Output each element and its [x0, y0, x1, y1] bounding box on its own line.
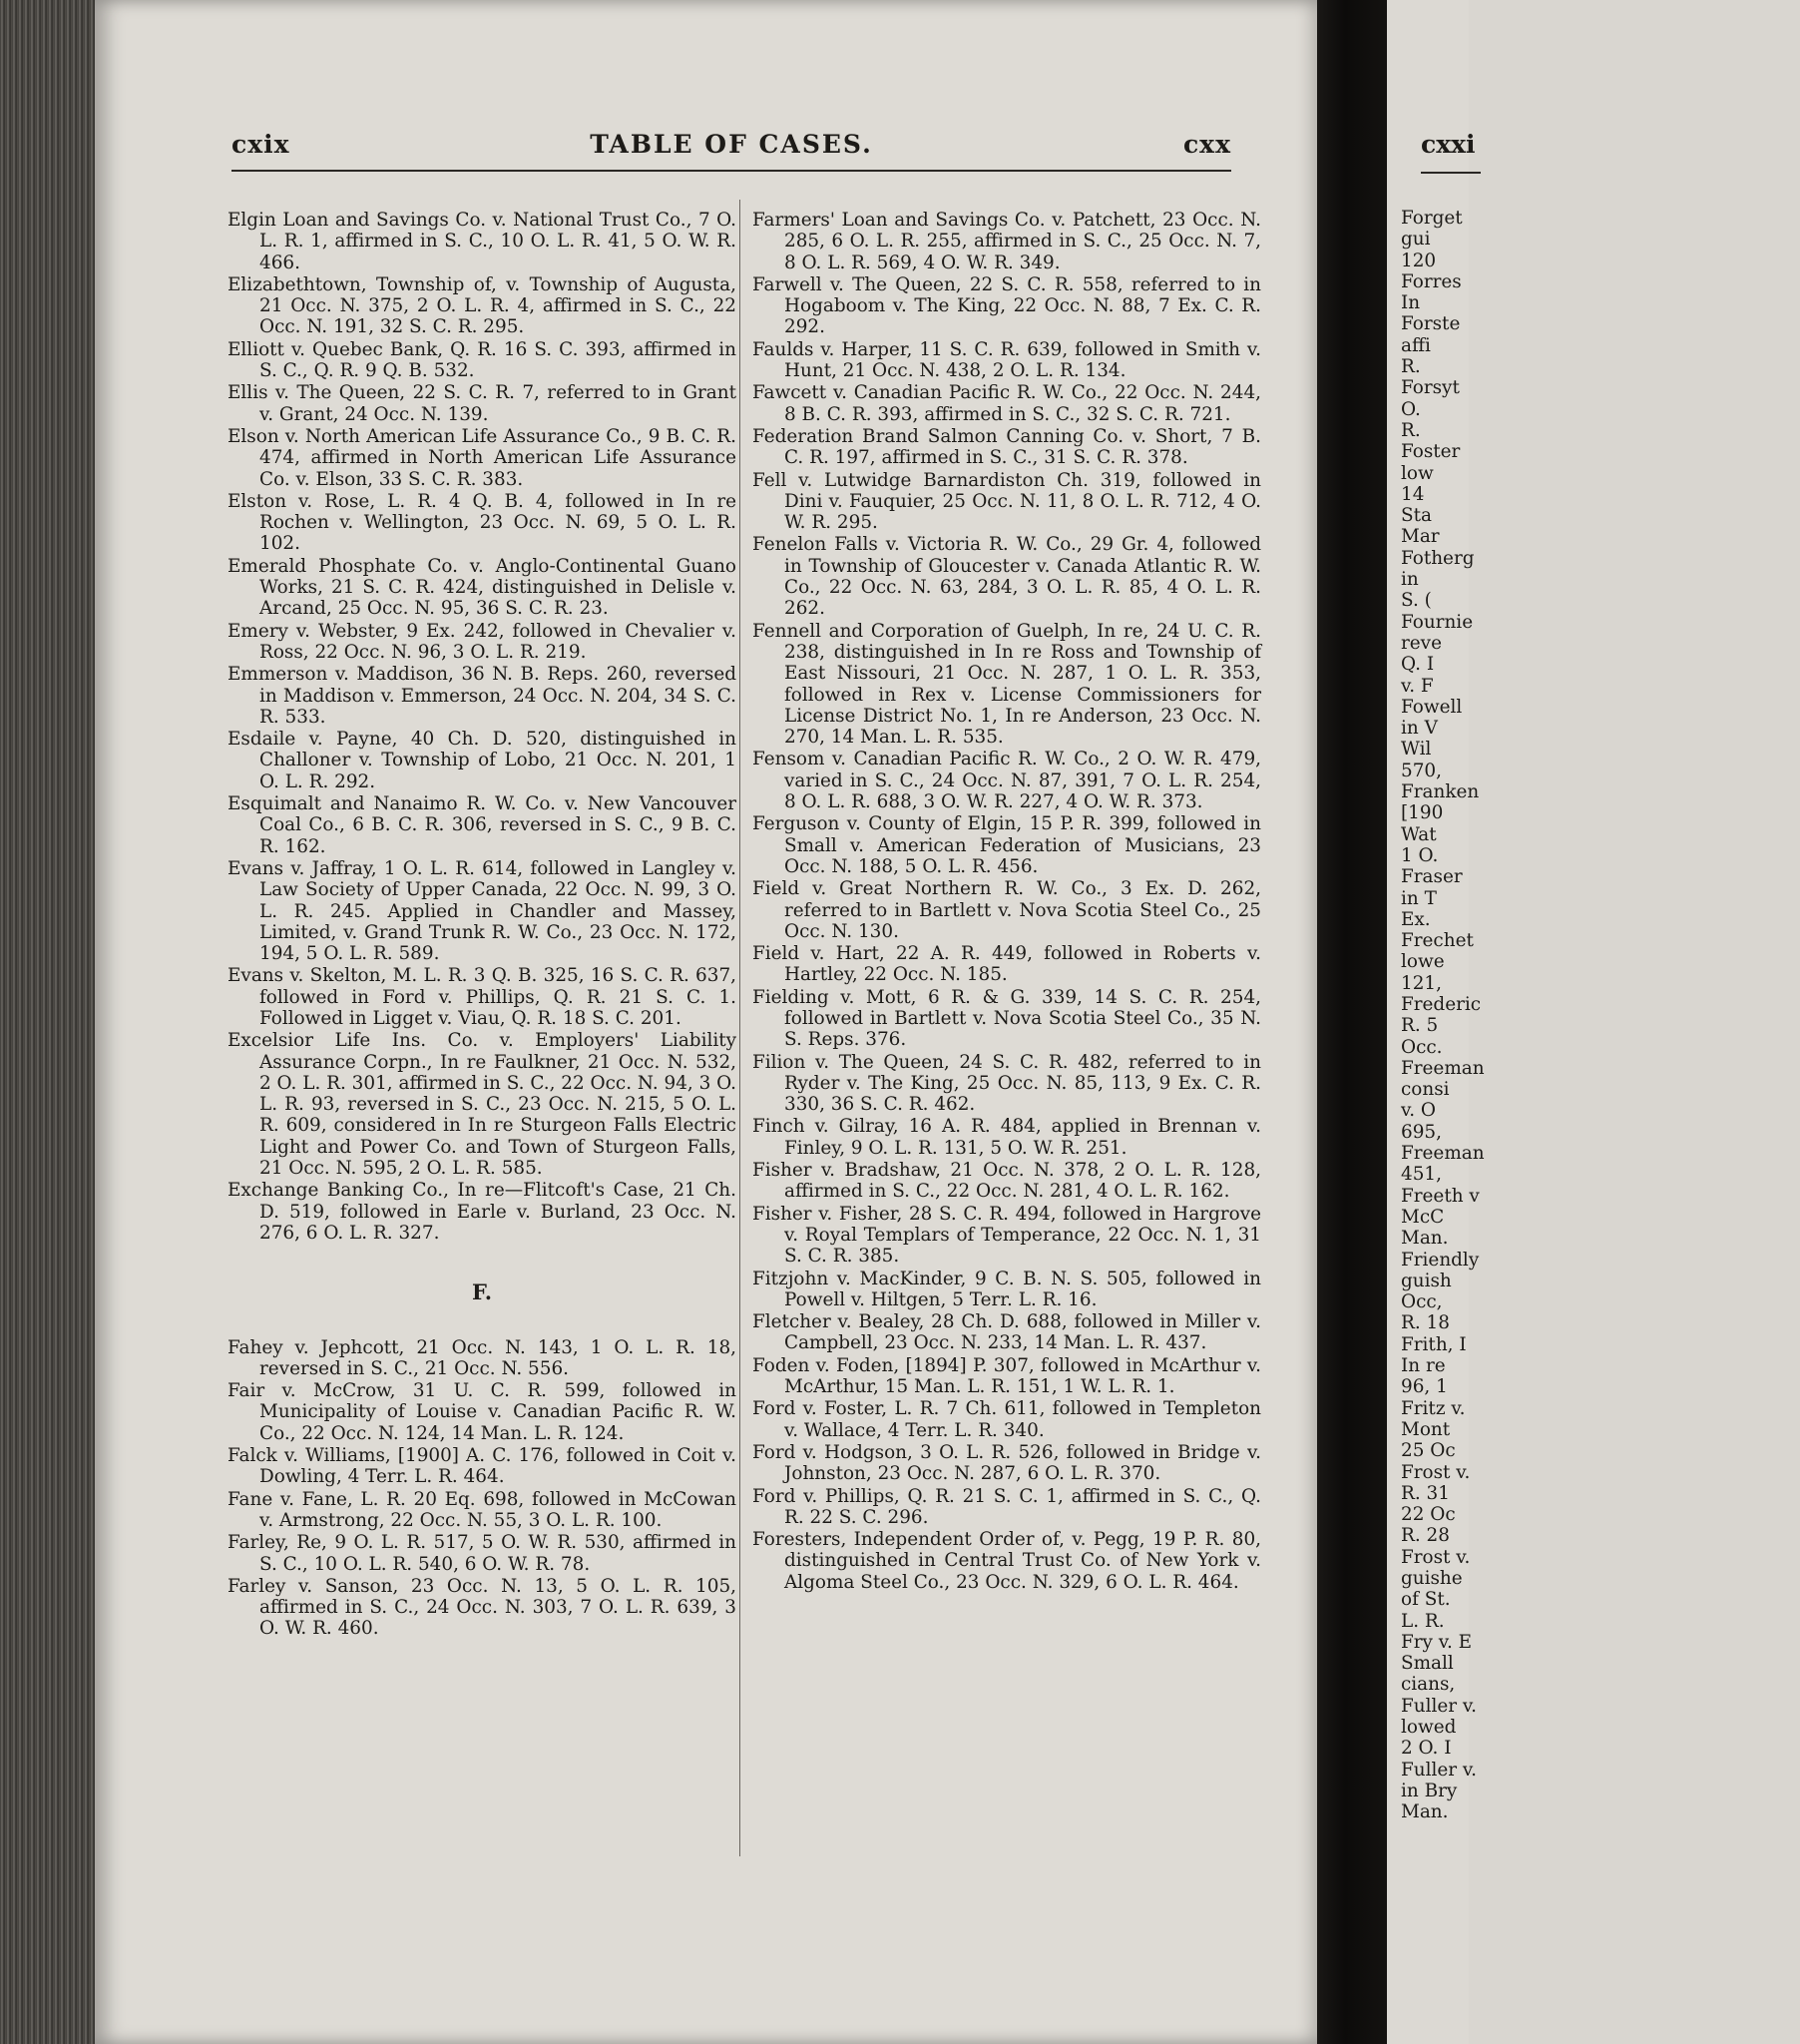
- next-page-line: Frederic: [1401, 993, 1482, 1015]
- page-title: TABLE OF CASES.: [590, 130, 873, 159]
- case-entry: Field v. Great Northern R. W. Co., 3 Ex. D. 262, referred to in Bartlett v. Nova Scotia Steel Co., 25 Occ. N. 130.: [752, 878, 1261, 942]
- next-page-line: Friendly: [1401, 1249, 1480, 1271]
- case-entry: Ford v. Phillips, Q. R. 21 S. C. 1, affirmed in S. C., Q. R. 22 S. C. 296.: [752, 1485, 1261, 1528]
- next-page-line: cians,: [1401, 1674, 1456, 1696]
- next-page-line: In re: [1401, 1355, 1446, 1377]
- case-entry: Evans v. Skelton, M. L. R. 3 Q. B. 325, 16 S. C. R. 637, followed in Ford v. Phillips, Q. R. 21 S. C. 1. Followed in Ligget v. Viau, Q. R. 18 S. C. 201.: [227, 965, 736, 1029]
- next-page-line: S. (: [1401, 590, 1432, 612]
- case-entry: Fair v. McCrow, 31 U. C. R. 599, followed in Municipality of Louise v. Canadian Pacific R. W. Co., 22 Occ. N. 124, 14 Man. L. R. 124.: [227, 1380, 736, 1444]
- next-page-line: lowed: [1401, 1717, 1457, 1739]
- case-entry: Falck v. Williams, [1900] A. C. 176, followed in Coit v. Dowling, 4 Terr. L. R. 464.: [227, 1445, 736, 1488]
- next-page-line: Forget: [1401, 208, 1463, 229]
- next-page-line: Forres: [1401, 270, 1462, 292]
- next-page-line: Fournie: [1401, 611, 1474, 633]
- next-page-line: 14: [1401, 483, 1425, 505]
- case-entry: Fisher v. Fisher, 28 S. C. R. 494, followed in Hargrove v. Royal Templars of Temperance, 22 Occ. N. 1, 31 S. C. R. 385.: [752, 1203, 1261, 1268]
- next-page-line: Mar: [1401, 526, 1440, 548]
- next-page-line: Frechet: [1401, 930, 1474, 952]
- next-page-number: cxxi: [1421, 130, 1476, 159]
- next-page-line: Wil: [1401, 739, 1432, 761]
- case-entry: Farmers' Loan and Savings Co. v. Patchett, 23 Occ. N. 285, 6 O. L. R. 255, affirmed in S. C., 25 Occ. N. 7, 8 O. L. R. 569, 4 O. W. R. 349.: [752, 210, 1261, 273]
- case-entry: Exchange Banking Co., In re—Flitcoft's Case, 21 Ch. D. 519, followed in Earle v. Burland, 23 Occ. N. 276, 6 O. L. R. 327.: [227, 1180, 736, 1244]
- next-page-line: Forsyt: [1401, 377, 1460, 399]
- case-entry: Elston v. Rose, L. R. 4 Q. B. 4, followed in In re Rochen v. Wellington, 23 Occ. N. 69, 5 O. L. R. 102.: [227, 490, 736, 555]
- next-page-line: 695,: [1401, 1121, 1442, 1143]
- next-page-line: v. F: [1401, 675, 1434, 697]
- next-page-line: affi: [1401, 334, 1431, 356]
- next-page-line: in T: [1401, 887, 1437, 909]
- next-page-line: 1 O.: [1401, 844, 1439, 866]
- case-entry: Farwell v. The Queen, 22 S. C. R. 558, referred to in Hogaboom v. The King, 22 Occ. N. 88, 7 Ex. C. R. 292.: [752, 273, 1261, 338]
- next-page-line: in Bry: [1401, 1780, 1458, 1801]
- next-page-line: L. R.: [1401, 1610, 1445, 1632]
- section-letter: F.: [471, 1279, 493, 1305]
- next-page-line: Small: [1401, 1653, 1454, 1675]
- case-entry: Field v. Hart, 22 A. R. 449, followed in Roberts v. Hartley, 22 Occ. N. 185.: [752, 943, 1261, 986]
- case-entry: Elgin Loan and Savings Co. v. National Trust Co., 7 O. L. R. 1, affirmed in S. C., 10 O. L. R. 41, 5 O. W. R. 466.: [227, 210, 736, 273]
- next-page-line: O.: [1401, 398, 1421, 420]
- book-gutter: [1317, 0, 1387, 2044]
- case-entry: Faulds v. Harper, 11 S. C. R. 639, followed in Smith v. Hunt, 21 Occ. N. 438, 2 O. L. R. 134.: [752, 338, 1261, 382]
- case-entry: Esquimalt and Nanaimo R. W. Co. v. New Vancouver Coal Co., 6 B. C. R. 306, reversed in S. C., 9 B. C. R. 162.: [227, 793, 736, 857]
- next-page-line: Fuller v.: [1401, 1695, 1477, 1717]
- next-page-line: 120: [1401, 250, 1437, 271]
- next-page-line: Forste: [1401, 313, 1461, 335]
- next-page-line: Fuller v.: [1401, 1759, 1477, 1781]
- case-entry: Fielding v. Mott, 6 R. & G. 339, 14 S. C. R. 254, followed in Bartlett v. Nova Scotia Steel Co., 35 N. S. Reps. 376.: [752, 986, 1261, 1051]
- next-page-line: Ex.: [1401, 908, 1431, 930]
- next-page-column: [1401, 208, 1800, 1823]
- case-entry: Fenelon Falls v. Victoria R. W. Co., 29 Gr. 4, followed in Township of Gloucester v. Canada Atlantic R. W. Co., 22 Occ. N. 63, 284, 3 O. L. R. 85, 4 O. L. R. 262.: [752, 534, 1261, 620]
- next-page-line: Mont: [1401, 1418, 1451, 1440]
- case-entry: Fell v. Lutwidge Barnardiston Ch. 319, followed in Dini v. Fauquier, 25 Occ. N. 11, 8 O. L. R. 712, 4 O. W. R. 295.: [752, 469, 1261, 534]
- case-entry: Foden v. Foden, [1894] P. 307, followed in McArthur v. McArthur, 15 Man. L. R. 151, 1 W. L. R. 1.: [752, 1354, 1261, 1398]
- case-entry: Ford v. Foster, L. R. 7 Ch. 611, followed in Templeton v. Wallace, 4 Terr. L. R. 340.: [752, 1398, 1261, 1441]
- next-page-line: Fowell: [1401, 696, 1463, 718]
- case-entry: Fensom v. Canadian Pacific R. W. Co., 2 O. W. R. 479, varied in S. C., 24 Occ. N. 87, 391, 7 O. L. R. 254, 8 O. L. R. 688, 3 O. W. R. 227, 4 O. W. R. 373.: [752, 749, 1261, 813]
- next-page-line: Frost v.: [1401, 1546, 1471, 1568]
- next-page-line: guish: [1401, 1270, 1452, 1291]
- next-page-line: R. 18: [1401, 1312, 1450, 1334]
- case-entry: Elson v. North American Life Assurance Co., 9 B. C. R. 474, affirmed in North American Life Assurance Co. v. Elson, 33 S. C. R. 383.: [227, 425, 736, 490]
- next-page-line: Occ,: [1401, 1291, 1443, 1313]
- next-page-line: Man.: [1401, 1801, 1449, 1823]
- next-page-edge: [1387, 0, 1485, 2044]
- next-page-line: In: [1401, 292, 1421, 314]
- case-entry: Elliott v. Quebec Bank, Q. R. 16 S. C. 393, affirmed in S. C., Q. R. 9 Q. B. 532.: [227, 338, 736, 382]
- next-page-line: Q. I: [1401, 654, 1435, 676]
- next-page-line: Fotherg: [1401, 547, 1475, 569]
- next-page-line: Frith, I: [1401, 1333, 1467, 1355]
- next-page-line: 121,: [1401, 972, 1442, 994]
- next-page-line: 2 O. I: [1401, 1738, 1452, 1760]
- next-page-line: 96, 1: [1401, 1376, 1448, 1398]
- left-column: [227, 210, 736, 1966]
- case-entry: Federation Brand Salmon Canning Co. v. Short, 7 B. C. R. 197, affirmed in S. C., 31 S. C. R. 378.: [752, 425, 1261, 469]
- case-entry: Esdaile v. Payne, 40 Ch. D. 520, distinguished in Challoner v. Township of Lobo, 21 Occ. N. 201, 1 O. L. R. 292.: [227, 729, 736, 792]
- column-divider: [739, 200, 740, 1856]
- next-page-line: 25 Oc: [1401, 1440, 1456, 1462]
- case-entry: Ellis v. The Queen, 22 S. C. R. 7, referred to in Grant v. Grant, 24 Occ. N. 139.: [227, 382, 736, 425]
- next-page-line: in: [1401, 569, 1419, 591]
- next-page-line: gui: [1401, 229, 1431, 251]
- case-entry: Fane v. Fane, L. R. 20 Eq. 698, followed in McCowan v. Armstrong, 22 Occ. N. 55, 3 O. L. R. 100.: [227, 1488, 736, 1531]
- right-column: [752, 210, 1261, 1966]
- case-entry: Filion v. The Queen, 24 S. C. R. 482, referred to in Ryder v. The King, 25 Occ. N. 85, 113, 9 Ex. C. R. 330, 36 S. C. R. 462.: [752, 1051, 1261, 1116]
- next-page-line: Fry v. E: [1401, 1631, 1473, 1653]
- case-entry: Foresters, Independent Order of, v. Pegg, 19 P. R. 80, distinguished in Central Trust Co. of New York v. Algoma Steel Co., 23 Occ. N. 329, 6 O. L. R. 464.: [752, 1529, 1261, 1593]
- next-page-line: Franken: [1401, 781, 1480, 803]
- next-page-line: v. O: [1401, 1100, 1436, 1122]
- next-page-line: guishe: [1401, 1568, 1463, 1589]
- case-entry: Finch v. Gilray, 16 A. R. 484, applied in Brennan v. Finley, 9 O. L. R. 131, 5 O. W. R. 251.: [752, 1116, 1261, 1159]
- next-page-line: Fraser: [1401, 866, 1463, 888]
- next-page-line: Freeman: [1401, 1057, 1485, 1079]
- case-entry: Ferguson v. County of Elgin, 15 P. R. 399, followed in Small v. American Federation of Musicians, 23 Occ. N. 188, 5 O. L. R. 456.: [752, 813, 1261, 877]
- next-page-line: reve: [1401, 632, 1442, 654]
- case-entry: Emery v. Webster, 9 Ex. 242, followed in Chevalier v. Ross, 22 Occ. N. 96, 3 O. L. R. 219.: [227, 620, 736, 663]
- next-page-line: Freeman: [1401, 1143, 1485, 1165]
- next-page-line: Wat: [1401, 823, 1437, 845]
- case-entry: Farley v. Sanson, 23 Occ. N. 13, 5 O. L. R. 105, affirmed in S. C., 24 Occ. N. 303, 7 O. L. R. 639, 3 O. W. R. 460.: [227, 1575, 736, 1640]
- next-page-line: of St.: [1401, 1589, 1451, 1611]
- next-page-line: R. 28: [1401, 1525, 1450, 1547]
- case-entry: Fahey v. Jephcott, 21 Occ. N. 143, 1 O. L. R. 18, reversed in S. C., 21 Occ. N. 556.: [227, 1336, 736, 1379]
- case-entry: Fitzjohn v. MacKinder, 9 C. B. N. S. 505, followed in Powell v. Hiltgen, 5 Terr. L. R. 16.: [752, 1268, 1261, 1310]
- next-page-line: R.: [1401, 419, 1421, 441]
- case-entry: Fennell and Corporation of Guelph, In re, 24 U. C. R. 238, distinguished in In re Ross and Township of East Nissouri, 21 Occ. N. 287, 1 O. L. R. 353, followed in Rex v. License Commissioners for License District No. 1, In re Anderson, 23 Occ. N. 270, 14 Man. L. R. 535.: [752, 620, 1261, 749]
- case-entry: Farley, Re, 9 O. L. R. 517, 5 O. W. R. 530, affirmed in S. C., 10 O. L. R. 540, 6 O. W. R. 78.: [227, 1532, 736, 1575]
- case-entry: Fawcett v. Canadian Pacific R. W. Co., 22 Occ. N. 244, 8 B. C. R. 393, affirmed in S. C., 32 S. C. R. 721.: [752, 382, 1261, 425]
- next-page-rule: [1421, 172, 1481, 174]
- next-page-line: Foster: [1401, 441, 1461, 463]
- next-page-line: Sta: [1401, 505, 1432, 527]
- next-page-line: Freeth v: [1401, 1185, 1480, 1207]
- next-page-line: Frost v.: [1401, 1461, 1471, 1483]
- case-entry: Ford v. Hodgson, 3 O. L. R. 526, followed in Bridge v. Johnston, 23 Occ. N. 287, 6 O. L. R. 370.: [752, 1441, 1261, 1485]
- next-page-line: Fritz v.: [1401, 1397, 1466, 1419]
- next-page-line: low: [1401, 462, 1434, 484]
- page-edges: [0, 0, 95, 2044]
- case-entry: Emerald Phosphate Co. v. Anglo-Continental Guano Works, 21 S. C. R. 424, distinguished in Delisle v. Arcand, 25 Occ. N. 95, 36 S. C. R. 23.: [227, 555, 736, 620]
- running-header: [231, 130, 1231, 170]
- case-entry: Fisher v. Bradshaw, 21 Occ. N. 378, 2 O. L. R. 128, affirmed in S. C., 22 Occ. N. 281, 4 O. L. R. 162.: [752, 1160, 1261, 1203]
- page-number-left: cxix: [231, 130, 290, 159]
- page-number-right: cxx: [1182, 130, 1231, 159]
- next-page-line: 570,: [1401, 760, 1442, 781]
- next-page-line: McC: [1401, 1206, 1445, 1228]
- next-page-line: R.: [1401, 356, 1421, 378]
- case-entry: Excelsior Life Ins. Co. v. Employers' Liability Assurance Corpn., In re Faulkner, 21 Occ. N. 532, 2 O. L. R. 301, affirmed in S. C., 22 Occ. N. 94, 3 O. L. R. 93, reversed in S. C., 23 Occ. N. 215, 5 O. L. R. 609, considered in In re Sturgeon Falls Electric Light and Power Co. and Town of Sturgeon Falls, 21 Occ. N. 595, 2 O. L. R. 585.: [227, 1030, 736, 1180]
- case-entry: Evans v. Jaffray, 1 O. L. R. 614, followed in Langley v. Law Society of Upper Canada, 22 Occ. N. 99, 3 O. L. R. 245. Applied in Chandler and Massey, Limited, v. Grand Trunk R. W. Co., 23 Occ. N. 172, 194, 5 O. L. R. 589.: [227, 857, 736, 965]
- next-page-line: in V: [1401, 718, 1438, 740]
- next-page-line: Man.: [1401, 1228, 1449, 1250]
- next-page-line: 451,: [1401, 1164, 1442, 1186]
- case-entry: Fletcher v. Bealey, 28 Ch. D. 688, followed in Miller v. Campbell, 23 Occ. N. 233, 14 Man. L. R. 437.: [752, 1311, 1261, 1354]
- next-page-line: R. 31: [1401, 1482, 1450, 1504]
- next-page-line: Occ.: [1401, 1036, 1443, 1058]
- next-page-line: [190: [1401, 802, 1444, 824]
- case-entry: Elizabethtown, Township of, v. Township of Augusta, 21 Occ. N. 375, 2 O. L. R. 4, affirmed in S. C., 22 Occ. N. 191, 32 S. C. R. 295.: [227, 273, 736, 338]
- next-page-line: consi: [1401, 1079, 1450, 1101]
- next-page-line: lowe: [1401, 951, 1445, 973]
- next-page-line: 22 Oc: [1401, 1504, 1456, 1526]
- header-rule: [231, 170, 1231, 172]
- case-entry: Emmerson v. Maddison, 36 N. B. Reps. 260, reversed in Maddison v. Emmerson, 24 Occ. N. 204, 34 S. C. R. 533.: [227, 664, 736, 728]
- next-page-line: R. 5: [1401, 1015, 1439, 1037]
